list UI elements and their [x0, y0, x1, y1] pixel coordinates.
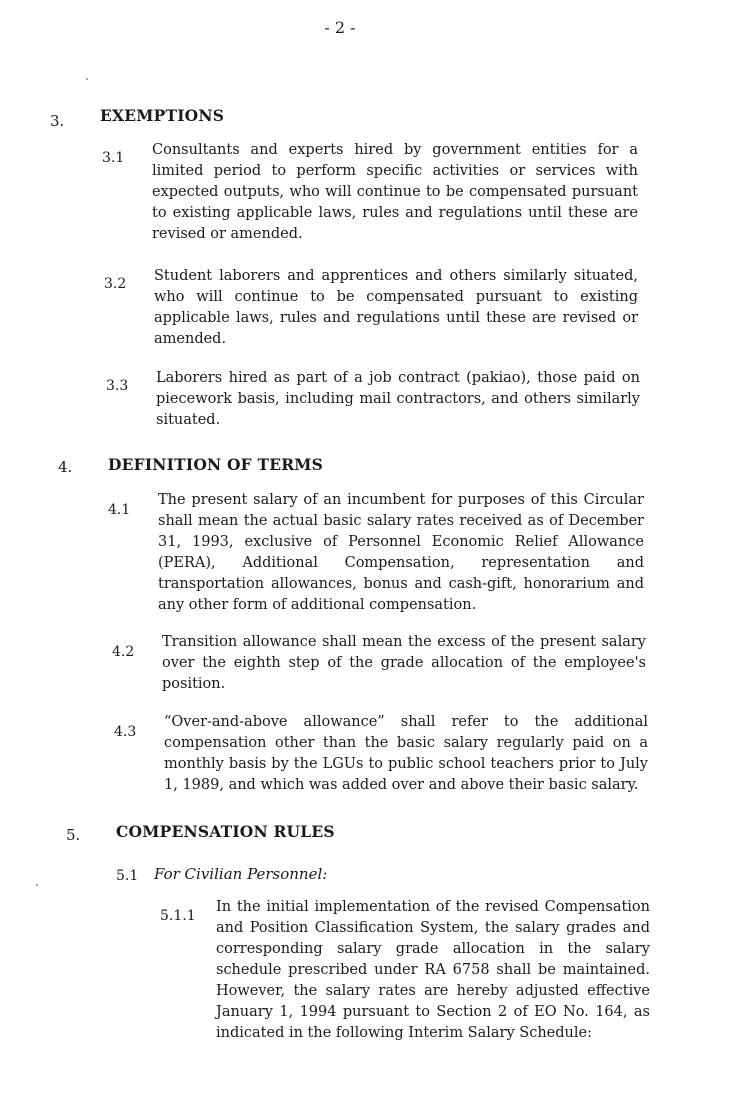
- item-number: 3.1: [102, 150, 125, 166]
- section-number: 4.: [58, 458, 73, 476]
- item-text: Consultants and experts hired by government entities for a limited period to perform specific activities or services with expected outputs, who will continue to be compensated pursuant to existing applicable laws, rules and regulations until these are revised or amended.: [152, 142, 638, 242]
- section-number: 5.: [66, 826, 81, 844]
- item-text: Student laborers and apprentices and others similarly situated, who will continue to be compensated pursuant to existing applicable laws, rules and regulations until these are revised or amended.: [154, 268, 638, 347]
- page-number: - 2 -: [324, 18, 356, 37]
- scan-speck: [36, 884, 38, 886]
- subsection-title: For Civilian Personnel:: [154, 865, 328, 883]
- item-text: In the initial implementation of the revised Compensation and Position Classification System, the salary grades and corresponding salary grade allocation in the salary schedule prescribed under RA 6758 shall be maintained. However, the salary rates are hereby adjusted effective January 1, 1994 pursuant to Section 2 of EO No. 164, as indicated in the following Interim Salary Schedule:: [216, 899, 650, 1041]
- item-number: 5.1.1: [160, 908, 196, 924]
- section-heading: EXEMPTIONS: [100, 106, 225, 125]
- item-number: 3.3: [106, 378, 129, 394]
- item-text: Laborers hired as part of a job contract (pakiao), those paid on piecework basis, including mail contractors, and others similarly situated.: [156, 370, 640, 428]
- item-number: 3.2: [104, 276, 127, 292]
- section-heading: DEFINITION OF TERMS: [108, 455, 324, 474]
- section-number: 3.: [50, 112, 65, 130]
- subsection-number: 5.1: [116, 868, 139, 884]
- section-heading: COMPENSATION RULES: [116, 822, 335, 841]
- scan-speck: [86, 78, 88, 80]
- item-text: “Over-and-above allowance” shall refer to the additional compensation other than the basic salary regularly paid on a monthly basis by the LGUs to public school teachers prior to July 1, 1989, and which was added over and above their basic salary.: [164, 714, 648, 793]
- item-number: 4.2: [112, 644, 135, 660]
- item-text: The present salary of an incumbent for purposes of this Circular shall mean the actual basic salary rates received as of December 31, 1993, exclusive of Personnel Economic Relief Allowance (PERA), Additional Compensation, representation and transportation allowances, bonus and cash-gift, honorarium and any other form of additional compensation.: [158, 492, 644, 613]
- item-number: 4.1: [108, 502, 131, 518]
- item-text: Transition allowance shall mean the excess of the present salary over the eighth step of the grade allocation of the employee's position.: [162, 634, 646, 692]
- item-number: 4.3: [114, 724, 137, 740]
